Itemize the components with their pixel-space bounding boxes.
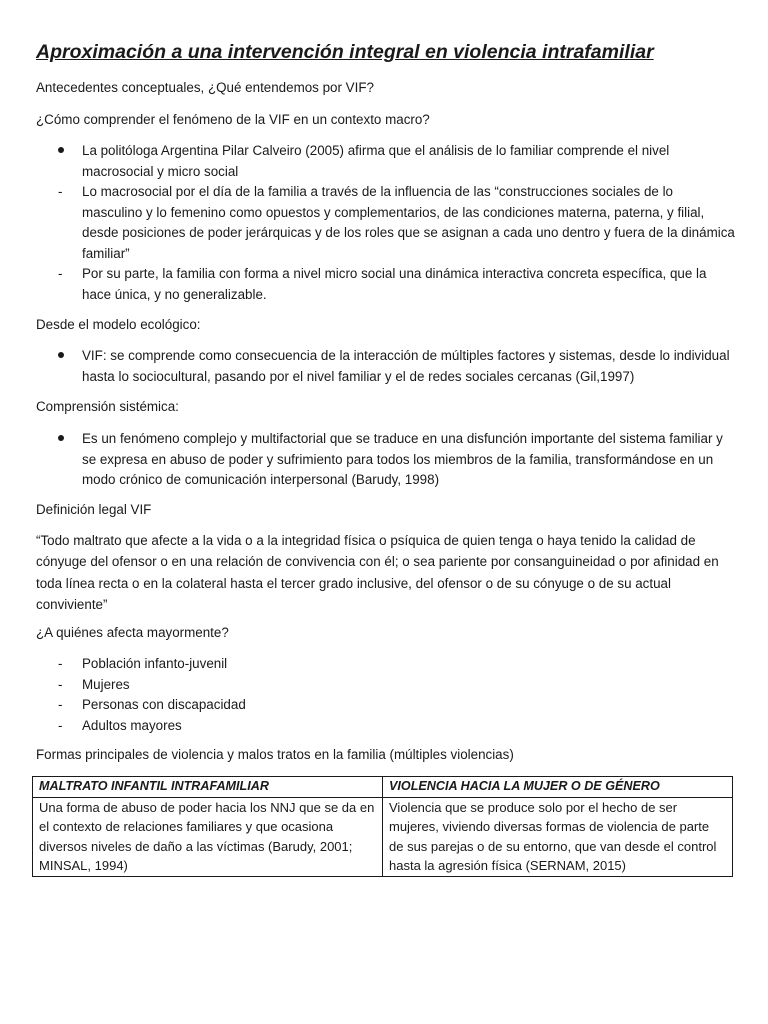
ecologico-heading: Desde el modelo ecológico: [36,317,201,332]
table-header-cell: MALTRATO INFANTIL INTRAFAMILIAR [33,777,383,798]
intro-line-2: ¿Cómo comprender el fenómeno de la VIF en un contexto macro? [36,112,430,127]
ecologico-list [36,346,736,387]
bullet-icon [58,141,64,162]
formas-heading: Formas principales de violencia y malos tratos en la familia (múltiples violencias) [36,747,514,762]
dash-icon: - [58,184,63,199]
bullet-icon [58,346,64,367]
macro-list [36,141,736,305]
list-item: Es un fenómeno complejo y multifactorial que se traduce en una disfunción importante del sistema familiar y se expresa en abuso de poder y sufrimiento para todos los miembros de la familia, transformándose en un modo crónico de comunicación interpersonal (Barudy, 1998) [36,429,736,491]
sistemica-list [36,429,736,491]
table-cell: Una forma de abuso de poder hacia los NNJ que se da en el contexto de relaciones familiares y que ocasiona diversos niveles de daño a las víctimas (Barudy, 2001; MINSAL, 1994) [33,797,383,876]
table-cell: Violencia que se produce solo por el hecho de ser mujeres, viviendo diversas formas de violencia de parte de sus parejas o de su entorno, que van desde el control hasta la agresión física (SERNAM, 2015) [383,797,733,876]
document-title: Aproximación a una intervención integral en violencia intrafamiliar [36,41,654,63]
table-row [33,797,733,876]
list-item: - Población infanto-juvenil [36,654,736,675]
table-header-row [33,777,733,798]
dash-icon: - [58,717,63,733]
legal-heading: Definición legal VIF [36,502,152,517]
bullet-icon [58,429,64,450]
list-item: - Adultos mayores [36,716,736,737]
list-item: - Personas con discapacidad [36,695,736,716]
dash-icon: - [58,266,63,281]
list-item: - Por su parte, la familia con forma a nivel micro social una dinámica interactiva concreta específica, que la hace única, y no generalizable. [58,266,707,302]
list-item: La politóloga Argentina Pilar Calveiro (2005) afirma que el análisis de lo familiar comprende el nivel macrosocial y micro social [36,141,736,182]
list-item: VIF: se comprende como consecuencia de la interacción de múltiples factores y sistemas, desde lo individual hasta lo sociocultural, pasando por el nivel familiar y el de redes sociales cercanas (Gil,1997) [36,346,736,387]
intro-line-1: Antecedentes conceptuales, ¿Qué entendemos por VIF? [36,80,374,95]
violence-forms-table [32,776,733,877]
legal-quote: “Todo maltrato que afecte a la vida o a la integridad física o psíquica de quien tenga o haya tenido la calidad de cónyuge del ofensor o en una relación de convivencia con él; o sea pariente por consanguineidad o por afinidad en toda línea recta o en la colateral hasta el tercer grado inclusive, del ofensor o de su cónyuge o de su actual conviviente” [36,533,719,612]
table-header-cell: VIOLENCIA HACIA LA MUJER O DE GÉNERO [383,777,733,798]
dash-icon: - [58,676,63,692]
afecta-list [36,654,736,736]
afecta-heading: ¿A quiénes afecta mayormente? [36,625,229,640]
list-item: - Mujeres [36,675,736,696]
dash-icon: - [58,656,63,671]
dash-icon: - [58,697,63,712]
sistemica-heading: Comprensión sistémica: [36,399,179,414]
list-item: - Lo macrosocial por el día de la familia a través de la influencia de las “construcciones sociales de lo masculino y lo femenino como opuestos y complementarios, de las condiciones materna, paterna, y filial, desde posiciones de poder jerárquicas y de los roles que se asignan a cada uno dentro y fuera de la dinámica familiar” [58,184,735,261]
